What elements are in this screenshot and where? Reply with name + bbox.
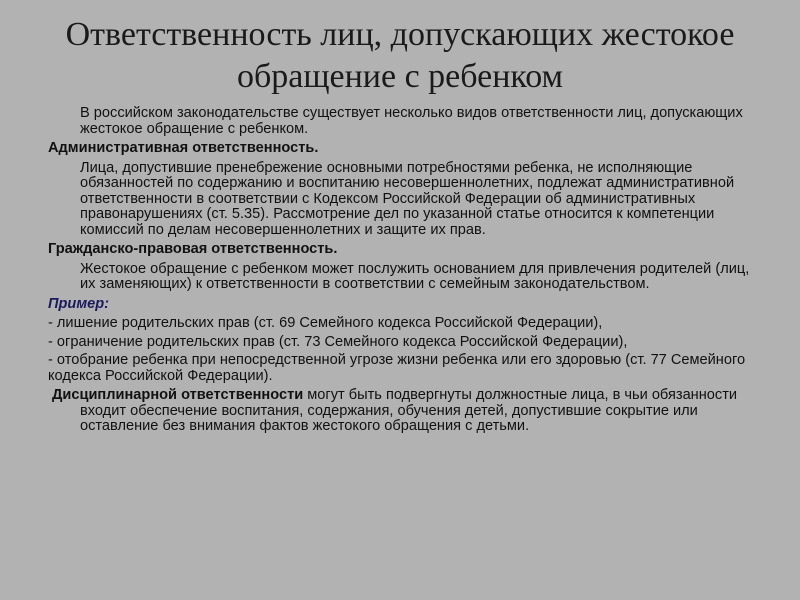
admin-heading: Административная ответственность. [48,140,319,156]
disciplinary-text: могут быть подвергнуты должностные лица, в чьи обязанности входит обеспечение воспитания, содержания, обучения детей, допустившие сокрытие или оставление без внимания фактов жестокого обращения с детьми. [80,387,738,434]
example-label: Пример: [48,295,110,312]
example-item: - ограничение родительских прав (ст. 73 Семейного кодекса Российской Федерации), [48,333,628,350]
civil-paragraph: Жестокое обращение с ребенком может послужить основанием для привлечения родителей (лиц, их заменяющих) к ответственности в соответствии с семейным законодательством. [80,260,750,292]
admin-paragraph: Лица, допустившие пренебрежение основными потребностями ребенка, не исполняющие обязанностей по содержанию и воспитанию несовершеннолетних, подлежат административной ответственности в соответствии с Кодексом Российской Федерации об административных правонарушениях (ст. 5.35). Рассмотрение дел по указанной статье относится к компетенции комиссий по делам несовершеннолетних и защите их прав. [80,159,735,238]
title-line-1: Ответственность лиц, допускающих жестокое [65,16,735,53]
civil-heading: Гражданско-правовая ответственность. [48,241,338,257]
disciplinary-bold: Дисциплинарной ответственности [52,387,304,403]
slide-body [48,106,754,435]
title-line-2: обращение с ребенком [236,58,564,95]
disciplinary-paragraph [48,388,754,435]
intro-paragraph: В российском законодательстве существует несколько видов ответственности лиц, допускающих жестокое обращение с ребенком. [80,105,743,137]
example-item: - отобрание ребенка при непосредственной угрозе жизни ребенка или его здоровью (ст. 77 Семейного кодекса Российской Федерации). [48,352,746,384]
example-item: - лишение родительских прав (ст. 69 Семейного кодекса Российской Федерации), [48,315,603,331]
slide-title [0,0,800,98]
